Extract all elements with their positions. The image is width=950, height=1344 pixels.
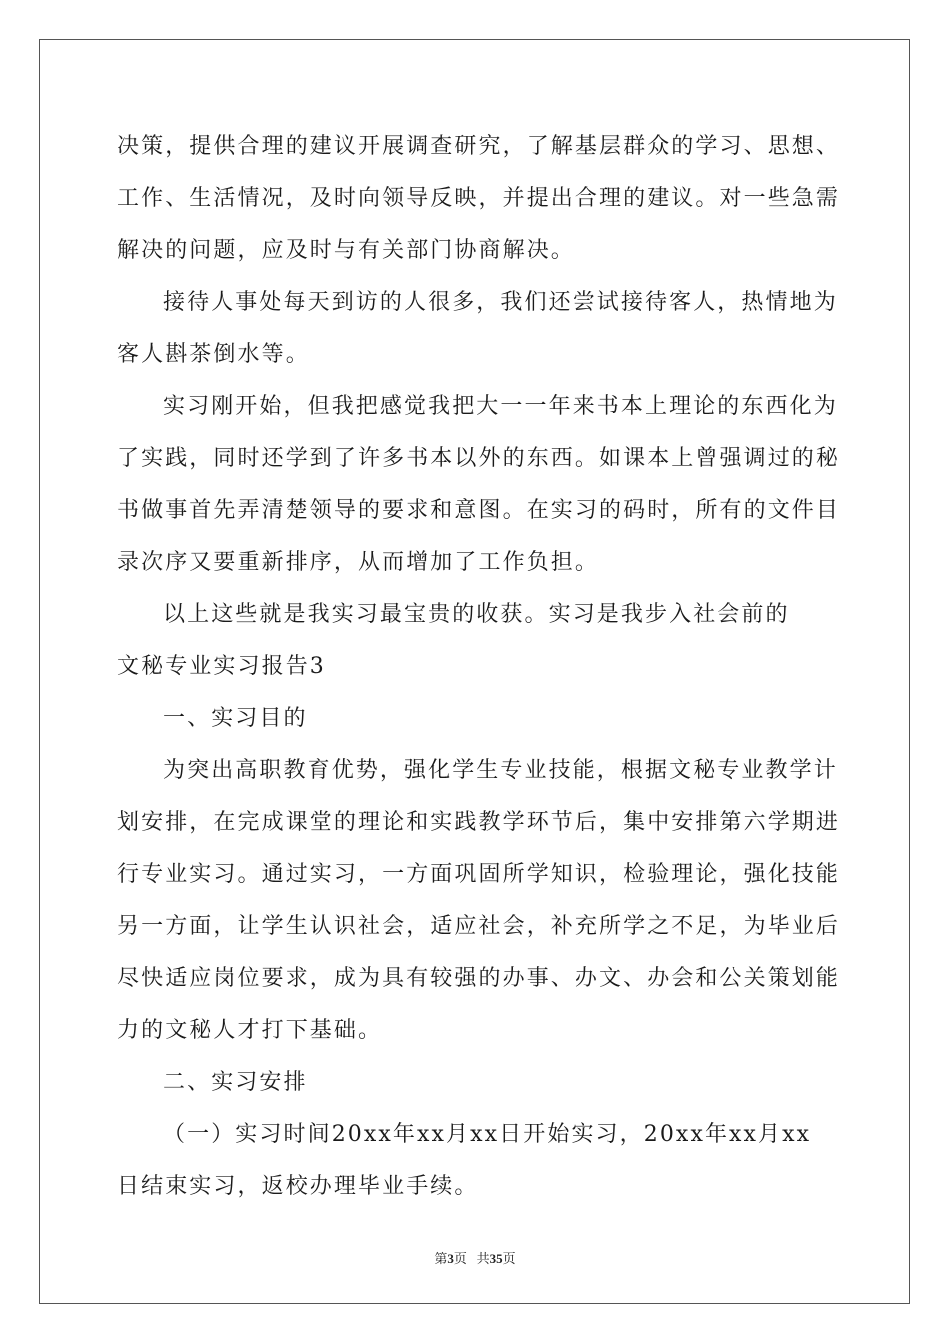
page-suffix: 页: [453, 1251, 467, 1266]
text-line: 书做事首先弄清楚领导的要求和意图。在实习的码时，所有的文件目: [117, 498, 841, 523]
text-line: 以上这些就是我实习最宝贵的收获。实习是我步入社会前的: [163, 602, 790, 627]
total-prefix: 共: [476, 1251, 490, 1266]
page-prefix: 第: [434, 1251, 448, 1266]
section-heading: 一、实习目的: [163, 706, 308, 731]
text-line: 划安排，在完成课堂的理论和实践教学环节后，集中安排第六学期进: [117, 810, 841, 835]
text-line: 尽快适应岗位要求，成为具有较强的办事、办文、办会和公关策划能: [117, 966, 841, 991]
text-line: 接待人事处每天到访的人很多，我们还尝试接待客人，热情地为: [163, 290, 838, 315]
text-line: （一）实习时间20xx年xx月xx日开始实习，20xx年xx月xx: [163, 1122, 812, 1147]
text-line: 为突出高职教育优势，强化学生专业技能，根据文秘专业教学计: [163, 758, 838, 783]
text-line: 了实践，同时还学到了许多书本以外的东西。如课本上曾强调过的秘: [117, 446, 841, 471]
page-number: 3: [447, 1251, 454, 1266]
text-line: 决策，提供合理的建议开展调查研究，了解基层群众的学习、思想、: [117, 134, 841, 159]
total-suffix: 页: [502, 1251, 516, 1266]
text-line: 实习刚开始，但我把感觉我把大一一年来书本上理论的东西化为: [163, 394, 838, 419]
text-line: 力的文秘人才打下基础。: [117, 1018, 383, 1043]
total-pages: 35: [489, 1251, 503, 1266]
section-heading: 二、实习安排: [163, 1070, 308, 1095]
text-line: 解决的问题，应及时与有关部门协商解决。: [117, 238, 575, 263]
text-line: 另一方面，让学生认识社会，适应社会，补充所学之不足，为毕业后: [117, 914, 841, 939]
text-line: 日结束实习，返校办理毕业手续。: [117, 1174, 479, 1199]
text-line: 行专业实习。通过实习，一方面巩固所学知识，检验理论，强化技能: [117, 862, 841, 887]
section-title: 文秘专业实习报告3: [117, 654, 326, 679]
text-line: 客人斟茶倒水等。: [117, 342, 310, 367]
page-footer: [0, 1248, 950, 1267]
text-line: 录次序又要重新排序，从而增加了工作负担。: [117, 550, 600, 575]
text-line: 工作、生活情况，及时向领导反映，并提出合理的建议。对一些急需: [117, 186, 841, 211]
